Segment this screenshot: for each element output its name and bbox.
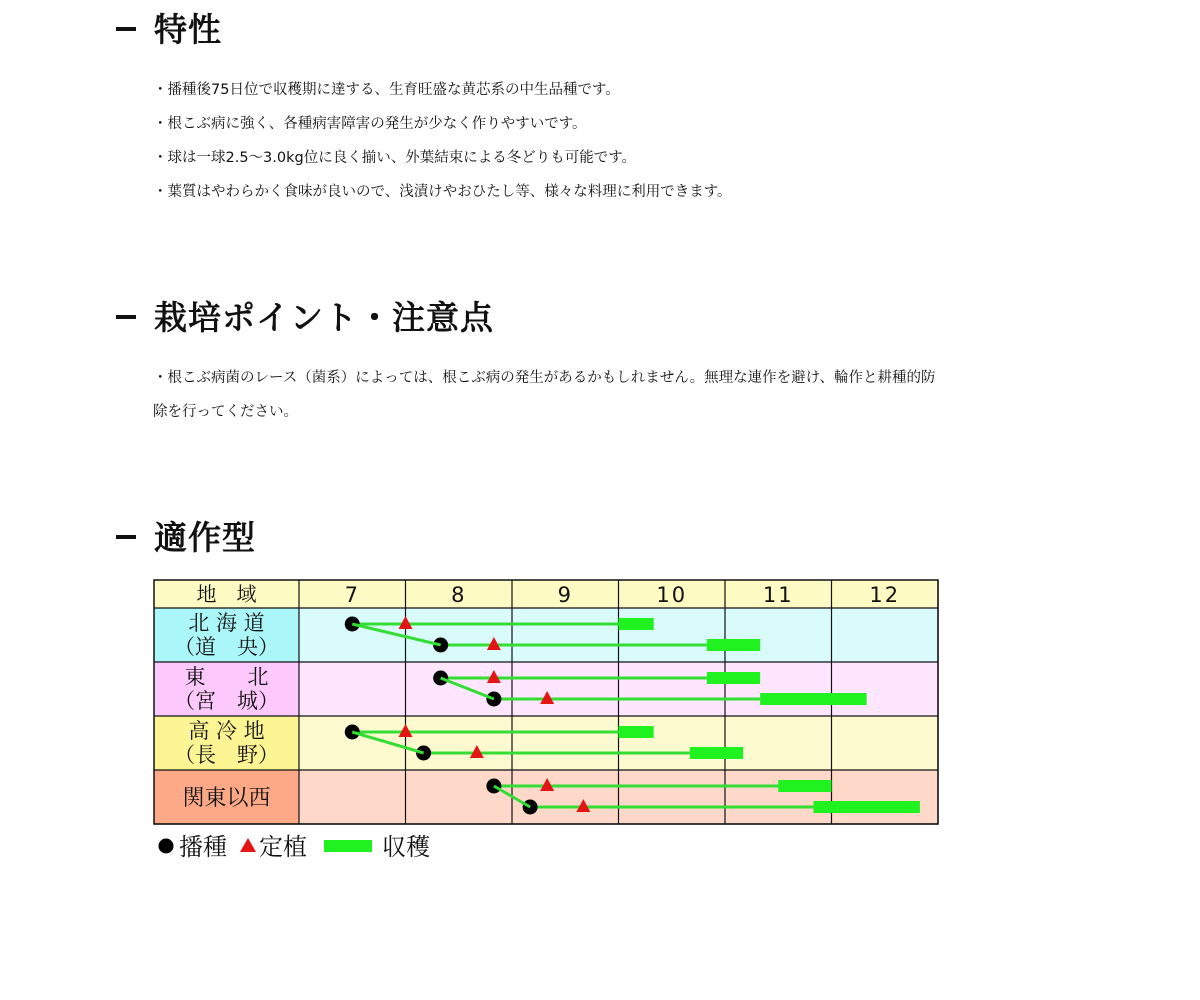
harvest-bar — [690, 747, 743, 759]
cropping-calendar-svg — [150, 576, 950, 866]
traits-heading — [116, 4, 222, 51]
points-text: ・根こぶ病菌のレース（菌系）によっては、根こぶ病の発生があるかもしれません。無理な連作を避け、輪作と耕種的防除を行ってください。 — [153, 370, 936, 420]
legend-transplant-icon — [240, 838, 256, 852]
harvest-bar — [619, 726, 654, 738]
harvest-bar — [760, 693, 867, 705]
traits-item: ・葉質はやわらかく食味が良いので、浅漬けやおひたし等、様々な料理に利用できます。 — [153, 184, 732, 200]
header-row-bg — [154, 580, 938, 608]
region-sublabel: （道 央） — [174, 635, 279, 659]
region-label: 東 北 — [184, 665, 269, 689]
harvest-bar — [619, 618, 654, 630]
traits-item: ・球は一球2.5〜3.0kg位に良く揃い、外葉結束による冬どりも可能です。 — [153, 150, 637, 166]
header-region-label: 地 域 — [196, 582, 257, 606]
legend-transplant-label: 定植 — [259, 833, 307, 861]
harvest-bar — [707, 639, 760, 651]
cropping-heading — [116, 512, 256, 559]
heading-dash-icon — [116, 315, 136, 319]
region-sublabel: （長 野） — [174, 743, 279, 767]
legend-harvest-label: 収穫 — [382, 833, 430, 861]
points-heading — [116, 292, 494, 339]
month-label: 8 — [451, 583, 467, 607]
legend-sow-label: 播種 — [179, 833, 227, 861]
points-heading-text: 栽培ポイント・注意点 — [154, 298, 494, 337]
cropping-heading-text: 適作型 — [154, 518, 256, 557]
traits-item: ・根こぶ病に強く、各種病害障害の発生が少なく作りやすいです。 — [153, 116, 587, 132]
heading-dash-icon — [116, 27, 136, 31]
month-label: 10 — [656, 583, 688, 607]
month-label: 7 — [344, 583, 360, 607]
harvest-bar — [813, 801, 920, 813]
heading-dash-icon — [116, 535, 136, 539]
cropping-calendar-chart — [150, 576, 950, 870]
traits-list — [153, 73, 943, 209]
legend-harvest-icon — [324, 840, 372, 852]
month-label: 9 — [557, 583, 573, 607]
region-label: 北 海 道 — [188, 611, 265, 635]
region-label: 高 冷 地 — [188, 719, 265, 743]
harvest-bar — [778, 780, 831, 792]
legend-sow-icon — [159, 839, 174, 854]
harvest-bar — [707, 672, 760, 684]
region-label: 関東以西 — [182, 786, 271, 811]
month-label: 12 — [869, 583, 901, 607]
traits-item: ・播種後75日位で収穫期に達する、生育旺盛な黄芯系の中生品種です。 — [153, 82, 620, 98]
region-sublabel: （宮 城） — [174, 689, 279, 713]
month-label: 11 — [762, 583, 794, 607]
traits-heading-text: 特性 — [154, 10, 222, 49]
